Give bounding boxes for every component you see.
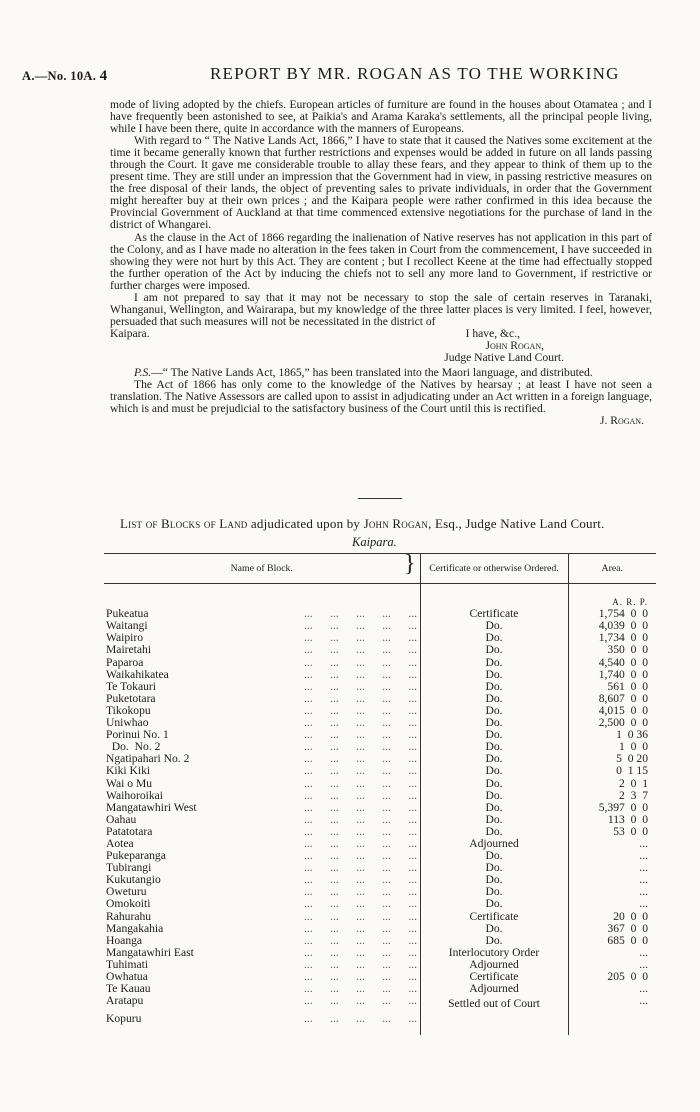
- dot-leader: ... ... ... ... ...: [304, 897, 418, 911]
- closing-phrase: I have, &c.,: [465, 326, 520, 340]
- order-cell: Do.: [420, 778, 568, 790]
- block-name: Waikahikatea: [106, 668, 169, 681]
- dot-leader: ... ... ... ... ...: [304, 764, 418, 778]
- area-cell: 4,015 0 0: [568, 705, 656, 717]
- area-cell: 1 0 0: [568, 741, 656, 753]
- page-running-title: REPORT BY MR. ROGAN AS TO THE WORKING: [210, 64, 620, 83]
- dot-leader: ... ... ... ... ...: [304, 849, 418, 863]
- block-name: Te Kauau: [106, 983, 151, 996]
- order-cell: Adjourned: [420, 983, 568, 995]
- area-cell: 113 0 0: [568, 814, 656, 826]
- block-name: Tubirangi: [106, 862, 152, 875]
- order-cell: Do.: [420, 923, 568, 935]
- block-name-cell: [104, 669, 420, 681]
- order-cell: Do.: [420, 802, 568, 814]
- dot-leader: ... ... ... ... ...: [304, 945, 418, 959]
- order-cell: Do.: [420, 717, 568, 729]
- block-name: Hoanga: [106, 934, 143, 947]
- dot-leader: ... ... ... ... ...: [304, 716, 418, 730]
- block-name-cell: [104, 790, 420, 802]
- area-cell: ...: [568, 947, 656, 959]
- dot-leader: ... ... ... ... ...: [304, 994, 418, 1008]
- dot-leader: ... ... ... ... ...: [304, 921, 418, 935]
- block-name-cell: [104, 778, 420, 790]
- order-cell: Adjourned: [420, 959, 568, 971]
- paragraph-inalienation: As the clause in the Act of 1866 regarding the inalienation of Native reserves has not application in this part of the Colony, and as I have made no alteration in the fees taken in Court from the commencement, I have succeeded in showing they were not hurt by this Act. They are content ; but I recollect Keene at the time had effectually stopped the further operation of the Act by inducing the chiefs not to sell any more land to Government, if restrictive or further charges were imposed.: [110, 230, 652, 292]
- block-name: Mairetahi: [106, 644, 152, 657]
- block-name: Mangakahia: [106, 922, 164, 935]
- postscript: P.S.—“ The Native Lands Act, 1865,” has been translated into the Maori language, and distributed.: [134, 366, 593, 380]
- order-cell: Do.: [420, 620, 568, 632]
- order-cell: Do.: [420, 681, 568, 693]
- document-reference: A.—No. 10A. 4: [22, 68, 108, 84]
- block-name: Pukeparanga: [106, 850, 166, 863]
- order-cell: Do.: [420, 693, 568, 705]
- block-name: Mangatawhiri East: [106, 946, 194, 959]
- area-cell: 5 0 20: [568, 753, 656, 765]
- block-name-cell: [104, 765, 420, 777]
- dot-leader: ... ... ... ... ...: [304, 752, 418, 766]
- block-name: Porinui No. 1: [106, 729, 169, 742]
- order-cell: Do.: [420, 935, 568, 947]
- block-name: Kopuru: [106, 1013, 142, 1026]
- area-cell: ...: [568, 862, 656, 874]
- table-row: [104, 669, 656, 681]
- area-cell: 685 0 0: [568, 935, 656, 947]
- block-name: Mangatawhiri West: [106, 801, 197, 814]
- table-row: [104, 802, 656, 814]
- block-name: Wai o Mu: [106, 777, 153, 790]
- area-cell: 2 0 1: [568, 778, 656, 790]
- area-cell: 1,734 0 0: [568, 632, 656, 644]
- blocks-table: [104, 550, 656, 1035]
- order-cell: [420, 1013, 568, 1025]
- order-cell: Adjourned: [420, 838, 568, 850]
- block-name-cell: [104, 923, 420, 935]
- block-name-cell: [104, 911, 420, 923]
- dot-leader: ... ... ... ... ...: [304, 703, 418, 717]
- closing-line: [110, 328, 652, 340]
- order-cell: Certificate: [420, 608, 568, 620]
- dot-leader: ... ... ... ... ...: [304, 631, 418, 645]
- table-row: [104, 995, 656, 1013]
- dot-leader: ... ... ... ... ...: [304, 667, 418, 681]
- order-cell: Do.: [420, 669, 568, 681]
- block-name: Pukeatua: [106, 608, 149, 621]
- table-row: [104, 935, 656, 947]
- area-cell: 0 1 15: [568, 765, 656, 777]
- block-name-cell: [104, 898, 420, 910]
- dot-leader: ... ... ... ... ...: [304, 957, 418, 971]
- block-name: Te Tokauri: [106, 680, 156, 693]
- col-header-name: Name of Block.: [104, 554, 420, 584]
- dot-leader: ... ... ... ... ...: [304, 812, 418, 826]
- paragraph-translation: The Act of 1866 has only come to the knowledge of the Natives by hearsay ; at least I have not seen a translation. The Native Assessors are called upon to assist in adjudicating under an Act written in a foreign language, which is and must be prejudicial to the satisfactory business of the Court until this is rectified.: [110, 378, 652, 416]
- area-cell: ...: [568, 898, 656, 910]
- block-name: Tuhimati: [106, 958, 149, 971]
- order-cell: Certificate: [420, 911, 568, 923]
- table-spacer-row: [104, 584, 656, 597]
- dot-leader: ... ... ... ... ...: [304, 740, 418, 754]
- dot-leader: ... ... ... ... ...: [304, 643, 418, 657]
- order-cell: Certificate: [420, 971, 568, 983]
- table-row: [104, 657, 656, 669]
- area-cell: ...: [568, 850, 656, 862]
- block-name-cell: [104, 935, 420, 947]
- paragraph-reserves: I am not prepared to say that it may not be necessary to stop the sale of certain reserves in Taranaki, Whanganui, Wellington, and Wairarapa, but my knowledge of the three latter places is very limited. I feel, however, persuaded that such measures will not be necessitated in the district of: [110, 290, 652, 328]
- dot-leader: ... ... ... ... ...: [304, 691, 418, 705]
- order-cell: Do.: [420, 898, 568, 910]
- dot-leader: ... ... ... ... ...: [304, 873, 418, 887]
- dot-leader: ... ... ... ... ...: [304, 607, 418, 621]
- order-cell: Do.: [420, 886, 568, 898]
- dot-leader: ... ... ... ... ...: [304, 788, 418, 802]
- block-name: Puketotara: [106, 692, 156, 705]
- page-header: [22, 64, 682, 86]
- area-cell: ...: [568, 886, 656, 898]
- block-name: Owhatua: [106, 971, 148, 983]
- order-cell: Do.: [420, 814, 568, 826]
- dot-leader: ... ... ... ... ...: [304, 679, 418, 693]
- area-cell: 1,754 0 0: [568, 608, 656, 620]
- order-cell: Do.: [420, 729, 568, 741]
- paragraph-furniture: mode of living adopted by the chiefs. European articles of furniture are found in the houses about Otamatea ; and I have frequently been astonished to see, at Paikia's and Arama Karaka's settlements, all the principal people living, while I have been there, quite in accordance with the manners of Europeans.: [110, 98, 652, 136]
- block-name: Uniwhao: [106, 717, 149, 730]
- block-name: Waipiro: [106, 632, 144, 645]
- dot-leader: ... ... ... ... ...: [304, 655, 418, 669]
- dot-leader: ... ... ... ... ...: [304, 933, 418, 947]
- section-divider: [358, 498, 402, 499]
- dot-leader: ... ... ... ... ...: [304, 909, 418, 923]
- col-header-order: Certificate or otherwise Ordered.: [420, 554, 568, 584]
- table-row: [104, 923, 656, 935]
- dot-leader: ... ... ... ... ...: [304, 728, 418, 742]
- area-cell: 2 3 7: [568, 790, 656, 802]
- table-end-row: [104, 1025, 656, 1035]
- block-name: Aratapu: [106, 995, 144, 1008]
- block-name: Waitangi: [106, 620, 148, 633]
- dot-leader: ... ... ... ... ...: [304, 824, 418, 838]
- order-cell: Do.: [420, 765, 568, 777]
- block-name: Waihoroikai: [106, 789, 164, 802]
- block-name: Oweturu: [106, 886, 147, 899]
- area-cell: 1,740 0 0: [568, 669, 656, 681]
- area-cell: 5,397 0 0: [568, 802, 656, 814]
- dot-leader: ... ... ... ... ...: [304, 861, 418, 875]
- area-cell: 4,540 0 0: [568, 657, 656, 669]
- order-cell: Do.: [420, 862, 568, 874]
- block-name: Kiki Kiki: [106, 765, 151, 778]
- dot-leader: ... ... ... ... ...: [304, 1012, 418, 1026]
- dot-leader: ... ... ... ... ...: [304, 836, 418, 850]
- block-name: Aotea: [106, 837, 134, 850]
- table-row: [104, 911, 656, 923]
- table-row: [104, 1013, 656, 1025]
- order-cell: Settled out of Court: [420, 995, 568, 1013]
- block-name-cell: [104, 1013, 420, 1025]
- area-cell: ...: [568, 983, 656, 995]
- block-name: Omokoiti: [106, 898, 151, 911]
- block-name-cell: [104, 644, 420, 656]
- area-cell: 561 0 0: [568, 681, 656, 693]
- area-cell: 8,607 0 0: [568, 693, 656, 705]
- dot-leader: ... ... ... ... ...: [304, 885, 418, 899]
- order-cell: Do.: [420, 644, 568, 656]
- block-name-cell: [104, 802, 420, 814]
- order-cell: Do.: [420, 705, 568, 717]
- table-row: [104, 644, 656, 656]
- block-name: Kukutangio: [106, 874, 161, 887]
- area-cell: 205 0 0: [568, 971, 656, 983]
- table-row: [104, 765, 656, 777]
- dot-leader: ... ... ... ... ...: [304, 776, 418, 790]
- order-cell: Do.: [420, 874, 568, 886]
- area-cell: ...: [568, 838, 656, 850]
- block-name: Ngatipahari No. 2: [106, 753, 190, 766]
- block-name: Paparoa: [106, 656, 144, 669]
- dot-leader: ... ... ... ... ...: [304, 800, 418, 814]
- area-cell: 1 0 36: [568, 729, 656, 741]
- paragraph-reserves-end: Kaipara.: [110, 326, 150, 340]
- report-body: [110, 99, 652, 427]
- block-name: Tikokopu: [106, 704, 151, 717]
- area-cell: 367 0 0: [568, 923, 656, 935]
- block-name: Patatotara: [106, 825, 153, 838]
- area-cell: 20 0 0: [568, 911, 656, 923]
- block-name: Do. No. 2: [106, 741, 161, 754]
- area-cell: 2,500 0 0: [568, 717, 656, 729]
- table-row: [104, 790, 656, 802]
- block-name: Rahurahu: [106, 910, 152, 923]
- area-cell: ...: [568, 995, 656, 1013]
- area-cell: 350 0 0: [568, 644, 656, 656]
- list-title: List of Blocks of Land adjudicated upon by John Rogan, Esq., Judge Native Land Court.: [120, 516, 605, 531]
- area-cell: ...: [568, 959, 656, 971]
- block-name-cell: Aratapu ... ... ... ... ... }: [106, 550, 418, 1008]
- order-cell: Do.: [420, 826, 568, 838]
- col-header-area: Area.: [568, 554, 656, 584]
- order-cell: Do.: [420, 741, 568, 753]
- list-subtitle: Kaipara.: [352, 535, 397, 549]
- dot-leader: ... ... ... ... ...: [304, 970, 418, 983]
- area-cell: 53 0 0: [568, 826, 656, 838]
- order-cell: Interlocutory Order: [420, 947, 568, 959]
- table-header-row: [104, 554, 656, 584]
- area-cell: 4,039 0 0: [568, 620, 656, 632]
- table-row: [104, 778, 656, 790]
- order-cell: Do.: [420, 753, 568, 765]
- block-name-cell: [104, 657, 420, 669]
- postscript-label: P.S.: [134, 366, 152, 380]
- signature: John Rogan,: [485, 338, 544, 352]
- order-cell: Do.: [420, 850, 568, 862]
- signature-title: Judge Native Land Court.: [444, 350, 564, 364]
- order-cell: Do.: [420, 657, 568, 669]
- postscript-signature: J. Rogan.: [599, 414, 644, 428]
- dot-leader: ... ... ... ... ...: [304, 619, 418, 633]
- table-row: [104, 898, 656, 910]
- area-units: A. R. P.: [568, 596, 656, 608]
- area-cell: ...: [568, 874, 656, 886]
- paragraph-native-lands-act: With regard to “ The Native Lands Act, 1866,” I have to state that it caused the Natives some excitement at the time it became generally known that further restrictions and expenses would be added in future on all lands passing through the Court. It gave me considerable trouble to allay these fears, and they appear to think of them up to the present time. They are still under an impression that the Government had in view, in passing restrictive measures on the free disposal of their lands, the object of preventing sales to private individuals, in order that the Government might hereafter buy at their own prices ; and the Kaipara people were rather confirmed in this idea because the Provincial Government of Auckland at that time commenced extensive negotiations for the purchase of land in the district of Whangarei.: [110, 134, 652, 232]
- block-name: Oahau: [106, 813, 137, 826]
- dot-leader: ... ... ... ... ...: [304, 982, 418, 996]
- area-cell: [568, 1013, 656, 1025]
- order-cell: Do.: [420, 632, 568, 644]
- order-cell: Do.: [420, 790, 568, 802]
